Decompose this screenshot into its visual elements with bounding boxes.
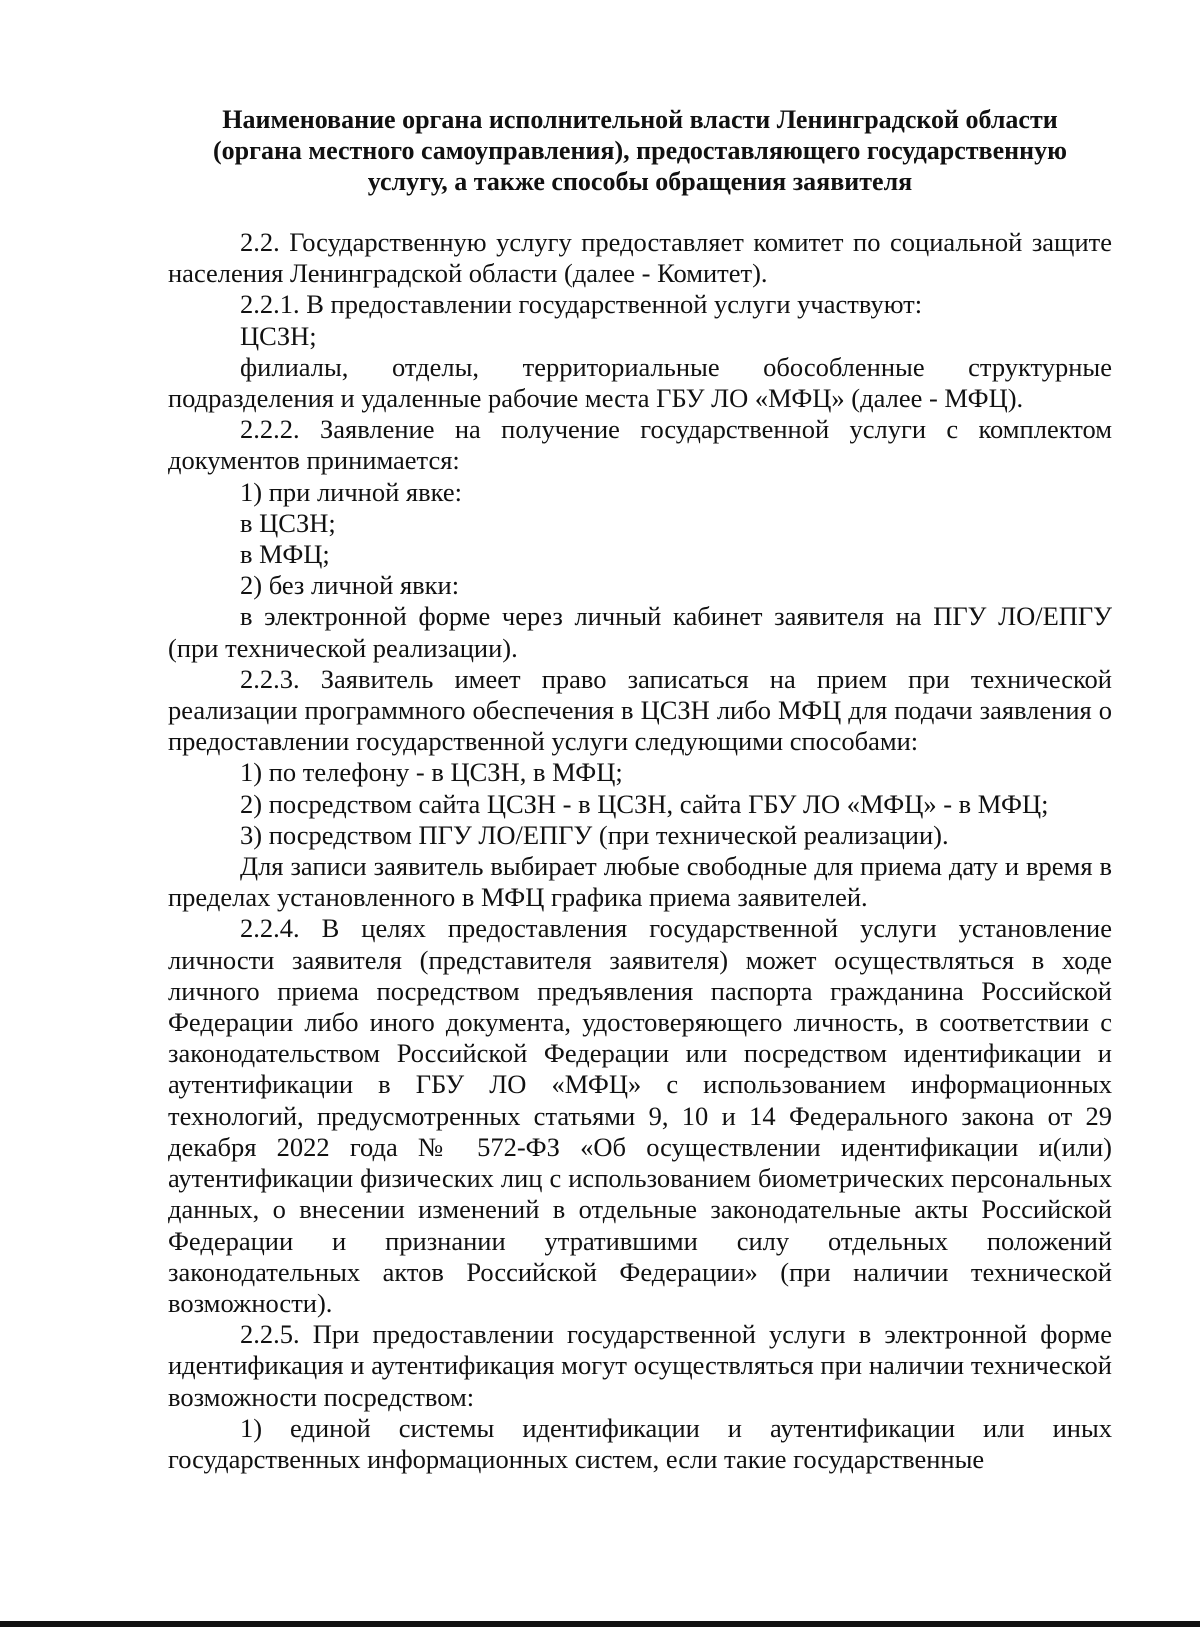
list-item: 1) единой системы идентификации и аутентификации или иных государственных информационных систем, если такие государственные xyxy=(168,1412,1112,1474)
list-item: филиалы, отделы, территориальные обособленные структурные подразделения и удаленные рабочие места ГБУ ЛО «МФЦ» (далее - МФЦ). xyxy=(168,351,1112,414)
list-item: 3) посредством ПГУ ЛО/ЕПГУ (при технической реализации). xyxy=(240,819,949,850)
list-item: 2) без личной явки: xyxy=(240,570,460,601)
paragraph-2-2-4: 2.2.4. В целях предоставления государственной услуги установление личности заявителя (представителя заявителя) может осуществляться в ходе личного приема посредством предъявления паспорта гражданина Российской Федерации либо иного документа, удостоверяющего личность, в соответствии с законодательством Российской Федерации или посредством идентификации и аутентификации в ГБУ ЛО «МФЦ» с использованием информационных технологий, предусмотренных статьями 9, 10 и 14 Федерального закона от 29 декабря 2022 года № 572-ФЗ «Об осуществлении идентификации и(или) аутентификации физических лиц с использованием биометрических персональных данных, о внесении изменений в отдельные законодательные акты Российской Федерации и признании утратившими силу отдельных положений законодательных актов Российской Федерации» (при наличии технической возможности). xyxy=(168,913,1112,1318)
section-heading xyxy=(168,104,1112,197)
document-body xyxy=(168,227,1112,1475)
heading-line: (органа местного самоуправления), предоставляющего государственную xyxy=(213,136,1067,165)
list-item: 1) при личной явке: xyxy=(240,476,462,507)
list-item: ЦСЗН; xyxy=(240,320,317,351)
list-item: в ЦСЗН; xyxy=(240,507,336,538)
list-item: 1) по телефону - в ЦСЗН, в МФЦ; xyxy=(240,757,623,788)
heading-line: Наименование органа исполнительной власти Ленинградской области xyxy=(222,105,1058,134)
scan-edge-line xyxy=(0,1621,1200,1627)
paragraph-2-2-3: 2.2.3. Заявитель имеет право записаться на прием при технической реализации программного обеспечения в ЦСЗН либо МФЦ для подачи заявления о предоставлении государственной услуги следующими способами: xyxy=(168,663,1112,757)
list-item: в МФЦ; xyxy=(240,539,330,570)
paragraph: Для записи заявитель выбирает любые свободные для приема дату и время в пределах установленного в МФЦ графика приема заявителей. xyxy=(168,851,1112,913)
heading-line: услугу, а также способы обращения заявителя xyxy=(367,167,913,196)
paragraph-2-2-5: 2.2.5. При предоставлении государственной услуги в электронной форме идентификация и аутентификация могут осуществляться при наличии технической возможности посредством: xyxy=(168,1319,1112,1412)
document-page xyxy=(168,104,1112,1475)
list-item: в электронной форме через личный кабинет заявителя на ПГУ ЛО/ЕПГУ (при технической реализации). xyxy=(168,601,1112,663)
paragraph-2-2-1: 2.2.1. В предоставлении государственной услуги участвуют: xyxy=(240,289,923,320)
list-item: 2) посредством сайта ЦСЗН - в ЦСЗН, сайта ГБУ ЛО «МФЦ» - в МФЦ; xyxy=(240,788,1049,819)
paragraph-2-2: 2.2. Государственную услугу предоставляет комитет по социальной защите населения Ленинградской области (далее - Комитет). xyxy=(168,227,1112,289)
paragraph-2-2-2: 2.2.2. Заявление на получение государственной услуги с комплектом документов принимается: xyxy=(168,414,1112,476)
